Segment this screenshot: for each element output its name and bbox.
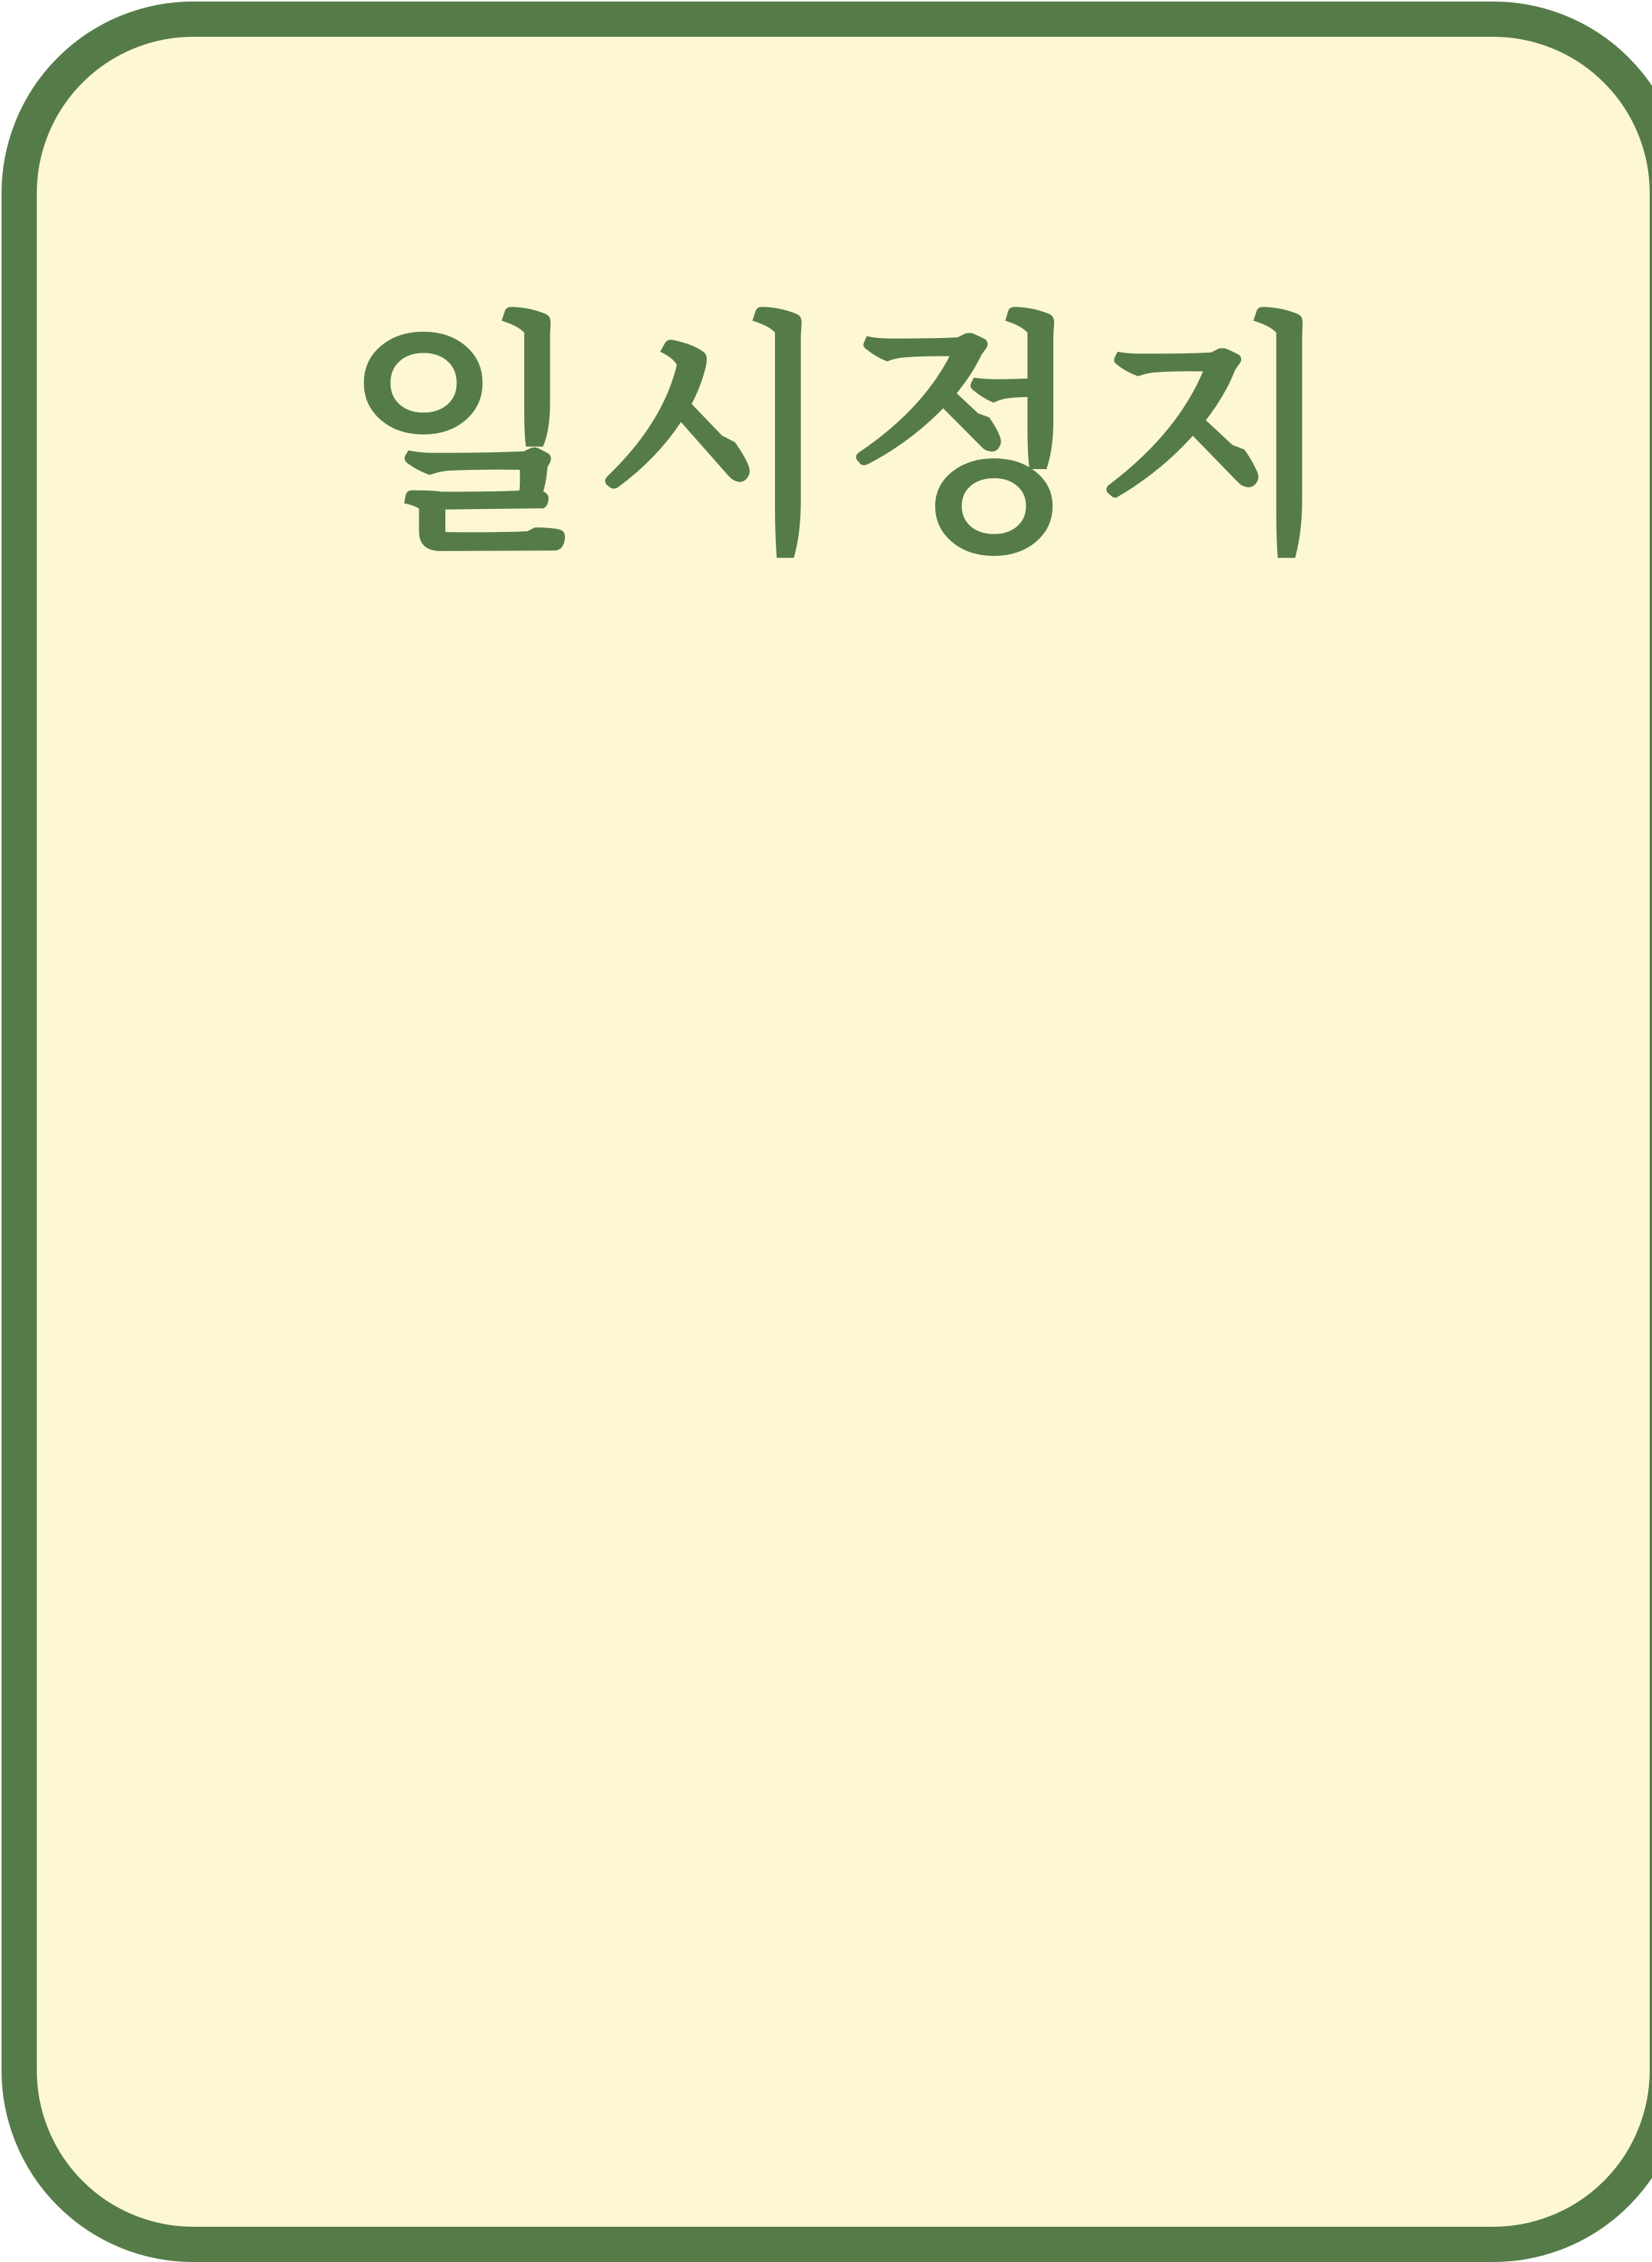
card-title: 일시정지 (342, 292, 1345, 586)
pause-card[interactable] (2, 2, 1652, 2262)
